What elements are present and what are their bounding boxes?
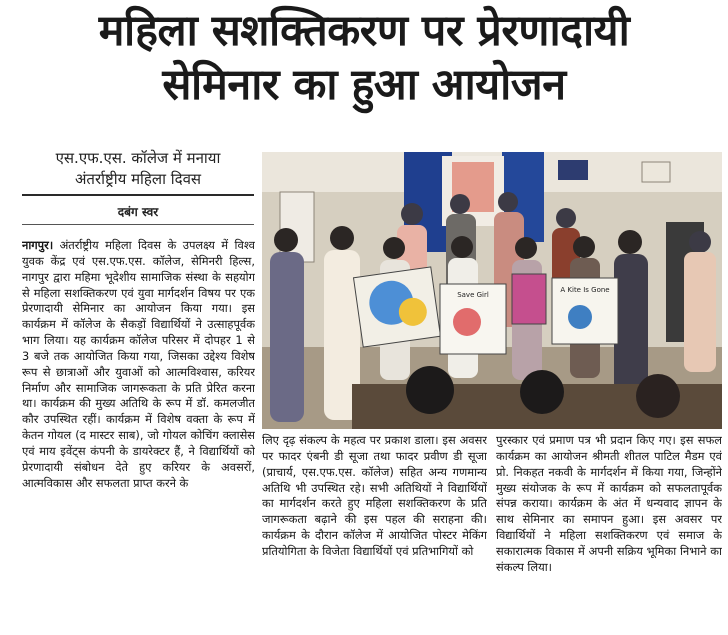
headline-line-2: सेमिनार का हुआ आयोजन — [162, 60, 566, 110]
article-column-1 — [22, 238, 255, 630]
poster-4-text: A Kite Is Gone — [560, 286, 610, 294]
event-photo — [262, 152, 722, 429]
headline — [0, 4, 728, 112]
audience-head-2 — [520, 370, 564, 414]
poster-2-text: Save Girl — [457, 291, 489, 299]
article-column-2-text: लिए दृढ़ संकल्प के महत्व पर प्रकाश डाला। इस अवसर पर फादर एंबनी डी सूजा तथा फादर प्रवीण डी सूजा (प्राचार्य, एस.एफ.एस. कॉलेज) सहित अन्य गणमान्य अतिथि भी उपस्थित रहे। सभी अतिथियों ने विद्यार्थियों का मार्गदर्शन करते हुए महिला सशक्तिकरण के प्रति जागरूकता बढ़ाने की इस पहल की सराहना की। कार्यक्रम के दौरान कॉलेज में आयोजित पोस्टर मेकिंग प्रतियोगिता के विजेता विद्यार्थियों एवं प्रतिभागियों को — [262, 433, 487, 558]
divider-top — [22, 194, 254, 196]
article-column-3-text: पुरस्कार एवं प्रमाण पत्र भी प्रदान किए गए। इस सफल कार्यक्रम का आयोजन श्रीमती शीतल पाटिल मैडम एवं प्रो. निकहत नकवी के मार्गदर्शन में किया गया, जिन्होंने मुख्य संयोजक के रूप में कार्यक्रम को सफलतापूर्वक संपन्न कराया। कार्यक्रम के अंत में धन्यवाद ज्ञापन के साथ सेमिनार का समापन हुआ। इस अवसर पर विद्यार्थियों ने महिला सशक्तिकरण एवं समाज के सकारात्मक विकास में अपनी सक्रिय भूमिका निभाने का संकल्प लिया। — [496, 433, 722, 574]
audience-head-3 — [636, 374, 680, 418]
dateline: नागपुर। — [22, 238, 54, 252]
subheadline — [22, 148, 254, 190]
subheadline-line-1: एस.एफ.एस. कॉलेज में मनाया — [55, 149, 221, 167]
headline-line-1: महिला सशक्तिकरण पर प्रेरणादायी — [98, 6, 630, 56]
event-photo-illustration — [262, 152, 722, 429]
divider-bottom — [22, 224, 254, 225]
article-column-1-text: अंतर्राष्ट्रीय महिला दिवस के उपलक्ष्य में विश्व युवक केंद्र एवं एस.एफ.एस. कॉलेज, सेमिनरी हिल्स, नागपुर द्वारा महिमा भूदेशीय सामाजिक संस्था के सहयोग से महिला सशक्तिकरण एवं युवा मार्गदर्शन विषय पर एक प्रेरणादायी सेमिनार का आयोजन किया गया। इस कार्यक्रम में कॉलेज के सैकड़ों विद्यार्थियों ने उत्साहपूर्वक भाग लिया। यह कार्यक्रम कॉलेज परिसर में दोपहर 1 से 3 बजे तक आयोजित किया गया, जिसका उद्देश्य विशेष रूप से छात्राओं और युवाओं को आत्मविश्वास, करियर निर्माण और सामाजिक जागरूकता के प्रति प्रेरित करना था। कार्यक्रम की मुख्य अतिथि के रूप में डॉ. कमलजीत कौर उपस्थित रहीं। कार्यक्रम में विशेष वक्ता के रूप में केतन गोयल (द मास्टर साब), जो गोयल कोचिंग क्लासेस एवं माय इवेंट्स कंपनी के डायरेक्टर हैं, ने विद्यार्थियों को प्रेरणादायी संबोधन देते हुए करियर के अवसरों, आत्मविकास और सफलता प्राप्त करने के — [22, 238, 255, 490]
article-column-3 — [496, 433, 722, 623]
audience-head-1 — [406, 366, 454, 414]
poster-3 — [512, 274, 546, 324]
article-column-2 — [262, 433, 487, 623]
byline: दबंग स्वर — [117, 205, 159, 219]
subheadline-line-2: अंतर्राष्ट्रीय महिला दिवस — [74, 170, 202, 188]
